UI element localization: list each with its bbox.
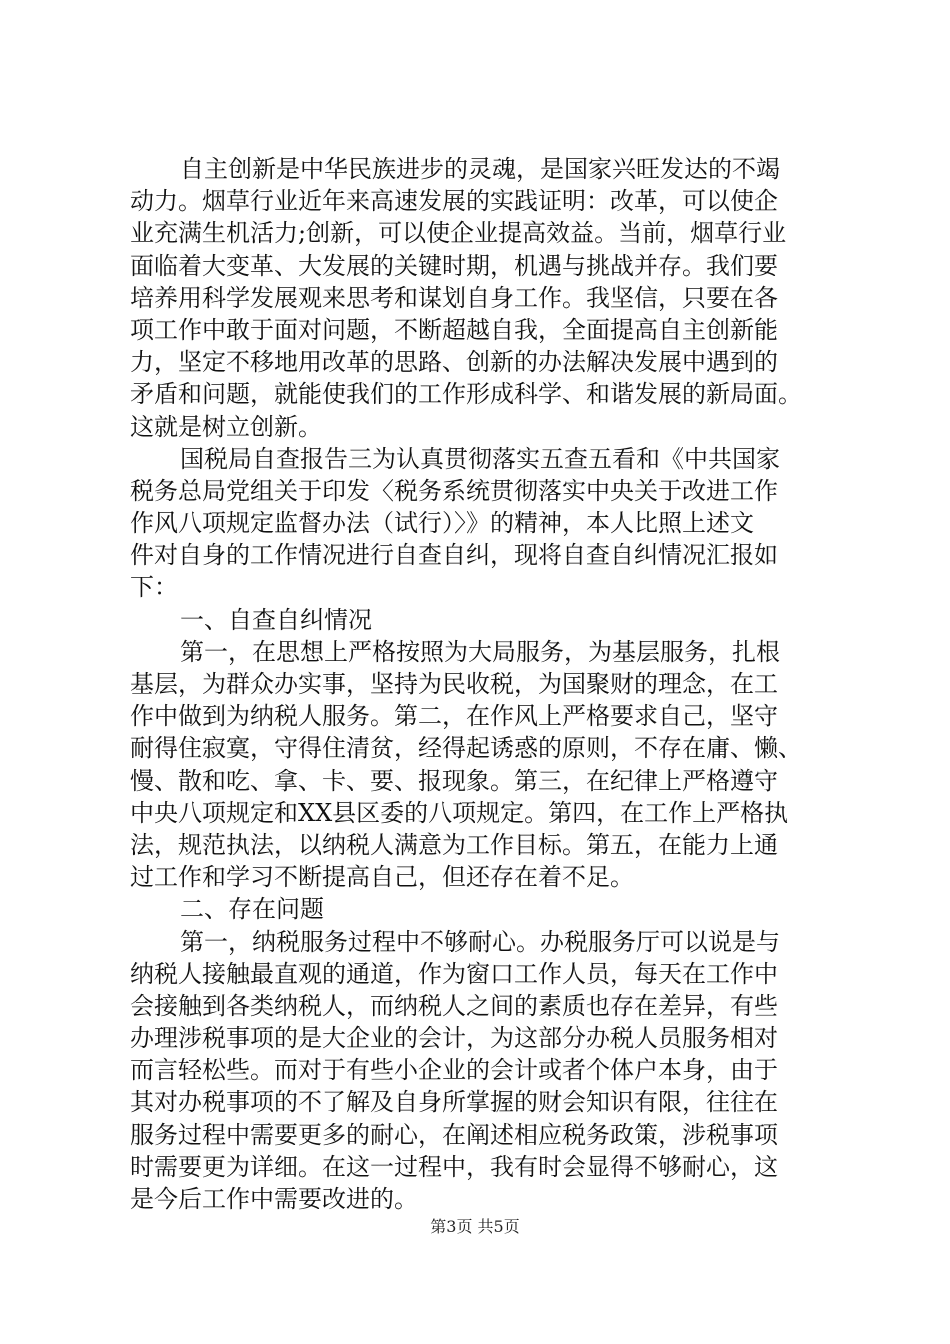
- text-line: 过工作和学习不断提高自己，但还存在着不足。: [130, 863, 634, 892]
- text-line: 动力。烟草行业近年来高速发展的实践证明：改革，可以使企: [130, 187, 778, 216]
- text-line: 国税局自查报告三为认真贯彻落实五查五看和《中共国家: [180, 444, 780, 473]
- text-line: 法，规范执法，以纳税人满意为工作目标。第五，在能力上通: [130, 830, 778, 859]
- text-line: 是今后工作中需要改进的。: [130, 1185, 418, 1213]
- text-line: 作风八项规定监督办法（试行）〉》的精神，本人比照上述文: [130, 509, 754, 538]
- document-body: [130, 153, 830, 1215]
- text-line: 自主创新是中华民族进步的灵魂，是国家兴旺发达的不竭: [180, 155, 780, 183]
- text-line: 办理涉税事项的是大企业的会计，为这部分办税人员服务相对: [130, 1024, 778, 1053]
- text-line: 时需要更为详细。在这一过程中，我有时会显得不够耐心，这: [130, 1152, 778, 1181]
- text-line: 业充满生机活力;创新，可以使企业提高效益。当前，烟草行业: [130, 219, 787, 248]
- text-line: 第一，纳税服务过程中不够耐心。办税服务厅可以说是与: [180, 927, 780, 956]
- section-heading: 一、自查自纠情况: [180, 605, 372, 634]
- text-line: 会接触到各类纳税人，而纳税人之间的素质也存在差异，有些: [130, 991, 778, 1020]
- text-line: 其对办税事项的不了解及自身所掌握的财会知识有限，往往在: [130, 1088, 778, 1117]
- text-line: 这就是树立创新。: [130, 412, 322, 441]
- text-line: 下：: [130, 573, 178, 602]
- section-heading: 二、存在问题: [180, 895, 324, 924]
- text-line: 税务总局党组关于印发〈税务系统贯彻落实中央关于改进工作: [130, 476, 778, 505]
- text-line: 服务过程中需要更多的耐心，在阐述相应税务政策，涉税事项: [130, 1120, 778, 1149]
- text-line: 件对自身的工作情况进行自查自纠，现将自查自纠情况汇报如: [130, 541, 778, 570]
- text-line: 耐得住寂寞，守得住清贫，经得起诱惑的原则，不存在庸、懒、: [130, 734, 802, 763]
- text-line: 第一，在思想上严格按照为大局服务，为基层服务，扎根: [180, 637, 780, 666]
- text-line: 慢、散和吃、拿、卡、要、报现象。第三，在纪律上严格遵守: [130, 766, 778, 795]
- text-line: 项工作中敢于面对问题，不断超越自我，全面提高自主创新能: [130, 315, 778, 344]
- text-line: 力，坚定不移地用改革的思路、创新的办法解决发展中遇到的: [130, 348, 778, 377]
- text-line: 矛盾和问题，就能使我们的工作形成科学、和谐发展的新局面。: [130, 380, 802, 409]
- text-line: 基层，为群众办实事，坚持为民收税，为国聚财的理念，在工: [130, 670, 778, 698]
- text-line: 培养用科学发展观来思考和谋划自身工作。我坚信，只要在各: [130, 283, 778, 312]
- text-line: 纳税人接触最直观的通道，作为窗口工作人员，每天在工作中: [130, 959, 778, 988]
- text-line: 作中做到为纳税人服务。第二，在作风上严格要求自己，坚守: [130, 702, 778, 731]
- text-line: 面临着大变革、大发展的关键时期，机遇与挑战并存。我们要: [130, 251, 778, 280]
- page-footer: 第3页 共5页: [430, 1217, 520, 1236]
- text-line: 中央八项规定和XX县区委的八项规定。第四，在工作上严格执: [130, 798, 789, 827]
- text-line: 而言轻松些。而对于有些小企业的会计或者个体户本身，由于: [130, 1056, 778, 1085]
